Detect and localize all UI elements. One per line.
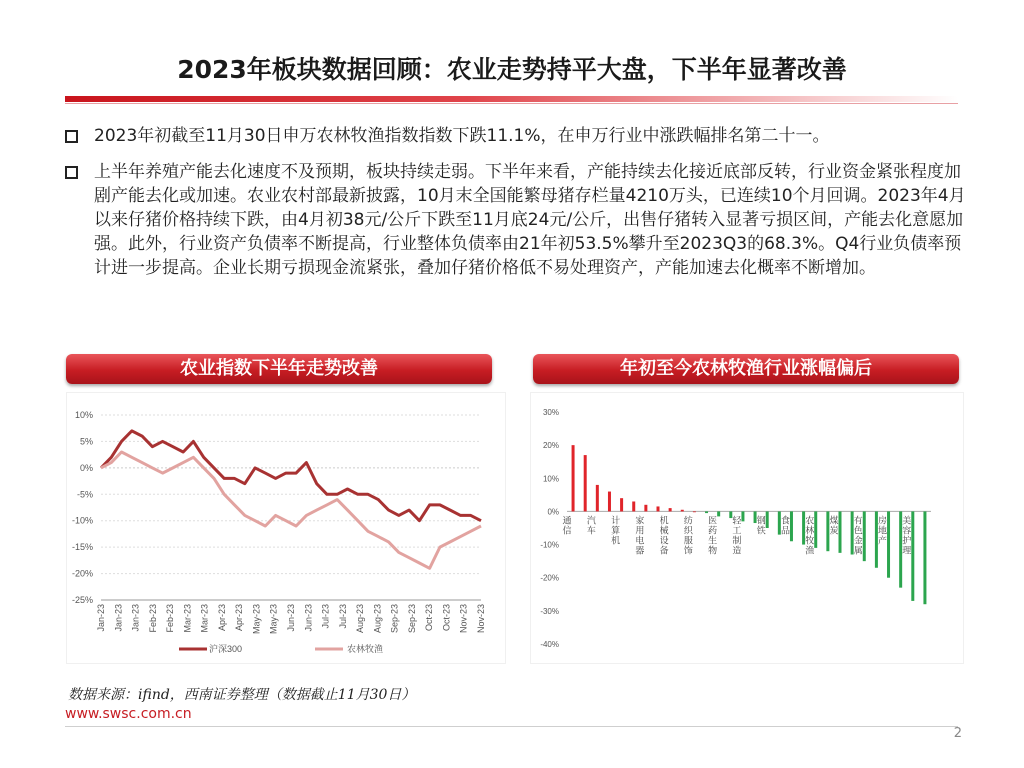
y-tick-label: -30% (540, 606, 559, 616)
x-tick-label: Oct-23 (424, 604, 435, 632)
category-label-char: 算 (611, 525, 621, 536)
bar (693, 511, 696, 512)
category-label-char: 用 (635, 525, 645, 536)
category-label-char: 色 (853, 525, 863, 536)
category-label-char: 地 (878, 525, 888, 536)
y-tick-label: -20% (540, 573, 559, 583)
x-tick-label: Aug-23 (355, 604, 366, 634)
x-tick-label: Sep-23 (389, 604, 400, 634)
x-tick-label: Feb-23 (165, 604, 176, 633)
bar (620, 498, 623, 511)
y-tick-label: -40% (540, 640, 559, 649)
category-label-char: 渔 (805, 545, 815, 556)
category-label-char: 金 (853, 535, 863, 546)
bar-chart (531, 393, 963, 663)
x-tick-label: Jun-23 (286, 604, 296, 632)
x-tick-label: Sep-23 (406, 604, 417, 634)
y-tick-label: -20% (71, 568, 93, 579)
y-tick-label: 5% (79, 436, 93, 447)
category-label-char: 纺 (683, 515, 693, 526)
bar (705, 511, 708, 513)
category-label-char: 家 (635, 515, 645, 526)
category-label-char: 车 (586, 525, 596, 536)
category-label-char: 食 (780, 515, 790, 526)
bar (766, 511, 769, 528)
category-label-char: 轻 (732, 515, 742, 526)
title-rule-thin (65, 103, 958, 104)
category-label-char: 制 (732, 535, 742, 546)
x-tick-label: Jan-23 (96, 604, 106, 632)
series-line-agri (101, 452, 481, 568)
category-label-char: 农 (805, 515, 815, 526)
bullet-item (64, 160, 976, 280)
category-label-char: 容 (902, 525, 912, 536)
y-tick-label: 20% (542, 441, 559, 451)
category-label-char: 钢 (756, 515, 766, 526)
category-label-char: 煤 (829, 515, 839, 526)
category-label-char: 计 (611, 515, 621, 526)
x-tick-label: Mar-23 (182, 604, 193, 633)
category-label-char: 医 (708, 515, 718, 526)
category-label-char: 铁 (756, 525, 766, 536)
legend-label-agri: 农林牧渔 (347, 644, 384, 654)
y-tick-label: 0% (547, 507, 559, 517)
bullet-list (64, 124, 976, 292)
bar (790, 511, 793, 541)
x-tick-label: Jul-23 (320, 604, 331, 629)
bar (681, 510, 684, 512)
category-label-char: 理 (902, 545, 912, 556)
bar (887, 511, 890, 577)
right-chart-panel (530, 392, 964, 664)
bar (608, 492, 611, 512)
bar (669, 508, 672, 511)
y-tick-label: -10% (540, 540, 559, 550)
category-label-char: 器 (635, 545, 645, 556)
left-panel-header: 农业指数下半年走势改善 (66, 354, 492, 384)
category-label-char: 工 (732, 525, 742, 536)
category-label-char: 有 (853, 515, 863, 526)
x-tick-label: Feb-23 (147, 604, 158, 633)
x-tick-label: Nov-23 (476, 604, 486, 634)
category-label-char: 备 (659, 545, 669, 556)
website-link[interactable]: www.swsc.com.cn (65, 706, 192, 722)
x-tick-label: Aug-23 (372, 604, 383, 634)
category-label-char: 信 (562, 525, 572, 536)
x-tick-label: Jun-23 (303, 604, 314, 632)
category-label-char: 机 (611, 535, 621, 546)
x-tick-label: Apr-23 (216, 604, 227, 632)
footer-rule (65, 726, 958, 727)
bar (863, 511, 866, 561)
y-tick-label: -5% (76, 489, 93, 500)
bullet-text: 2023年初截至11月30日申万农林牧渔指数指数下跌11.1%，在申万行业中涨跌幅排名第二十一。 (94, 126, 830, 146)
y-tick-label: 30% (542, 408, 559, 417)
x-tick-label: May-23 (268, 604, 279, 635)
checkbox-square-icon (65, 130, 78, 143)
category-label-char: 美 (902, 515, 912, 526)
page-title: 2023年板块数据回顾：农业走势持平大盘，下半年显著改善 (177, 55, 847, 84)
bar (596, 485, 599, 512)
x-tick-label: Nov-23 (458, 604, 469, 634)
category-label-char: 护 (902, 535, 912, 546)
y-tick-label: 10% (542, 474, 559, 484)
series-line-hs300 (101, 431, 481, 521)
bar (584, 455, 587, 511)
category-label-char: 设 (659, 535, 669, 546)
y-tick-label: -15% (71, 542, 93, 553)
category-label-char: 造 (732, 545, 742, 556)
x-tick-label: Jan-23 (113, 604, 124, 632)
bullet-text: 上半年养殖产能去化速度不及预期，板块持续走弱。下半年来看，产能持续去化接近底部反转，行业资金紧张程度加剧产能去化或加速。农业农村部最新披露，10月末全国能繁母猪存栏量4210万头，已连续10个月回调。2023年4月以来仔猪价格持续下跌，由4月初38元/公斤下跌至11月底24元/公斤，出售仔猪转入显著亏损区间，产能去化意愿加强。此外，行业资产负债率不断提高，行业整体负债率由21年初53.5%攀升至2023Q3的68.3%。Q4行业负债率预计进一步提高。企业长期亏损现金流紧张，叠加仔猪价格低不易处理资产，产能加速去化概率不断增加。 (94, 162, 966, 278)
category-label-char: 机 (659, 515, 669, 526)
x-tick-label: Oct-23 (441, 604, 452, 632)
line-chart (67, 393, 505, 663)
bar (741, 511, 744, 521)
category-label-char: 牧 (805, 535, 815, 546)
y-tick-label: 10% (74, 410, 93, 420)
legend-label-hs300: 沪深300 (209, 644, 243, 654)
bar (911, 511, 914, 600)
x-tick-label: Apr-23 (234, 604, 245, 632)
category-label-char: 物 (708, 545, 718, 556)
bar (644, 505, 647, 512)
category-label-char: 林 (805, 525, 815, 536)
x-tick-label: Mar-23 (199, 604, 210, 633)
category-label-char: 通 (562, 515, 572, 526)
page-number: 2 (953, 726, 962, 741)
category-label-char: 织 (683, 525, 693, 536)
x-tick-label: Jan-23 (130, 604, 141, 632)
bar (923, 511, 926, 604)
bar (657, 506, 660, 511)
category-label-char: 产 (878, 535, 888, 546)
checkbox-square-icon (65, 166, 78, 179)
x-tick-label: May-23 (251, 604, 262, 635)
data-source-note: 数据来源：ifind，西南证券整理（数据截止11月30日） (68, 687, 416, 703)
category-label-char: 饰 (683, 545, 693, 556)
y-tick-label: 0% (79, 462, 93, 473)
x-tick-label: Jul-23 (337, 604, 348, 629)
bar (632, 501, 635, 511)
category-label-char: 药 (708, 525, 718, 536)
category-label-char: 服 (683, 535, 693, 546)
bar (814, 511, 817, 547)
title-rule (65, 96, 958, 102)
left-chart-panel (66, 392, 506, 664)
category-label-char: 属 (853, 545, 863, 556)
bar (839, 511, 842, 552)
category-label-char: 汽 (586, 515, 596, 526)
bar (717, 511, 720, 516)
category-label-char: 械 (659, 525, 669, 536)
category-label-char: 生 (708, 535, 718, 546)
category-label-char: 品 (780, 525, 790, 536)
category-label-char: 炭 (829, 525, 839, 536)
category-label-char: 电 (635, 535, 645, 546)
category-label-char: 房 (878, 515, 888, 526)
bullet-item (64, 124, 976, 148)
bar (572, 445, 575, 511)
y-tick-label: -10% (71, 515, 93, 526)
y-tick-label: -25% (71, 595, 93, 605)
right-panel-header: 年初至今农林牧渔行业涨幅偏后 (533, 354, 959, 384)
